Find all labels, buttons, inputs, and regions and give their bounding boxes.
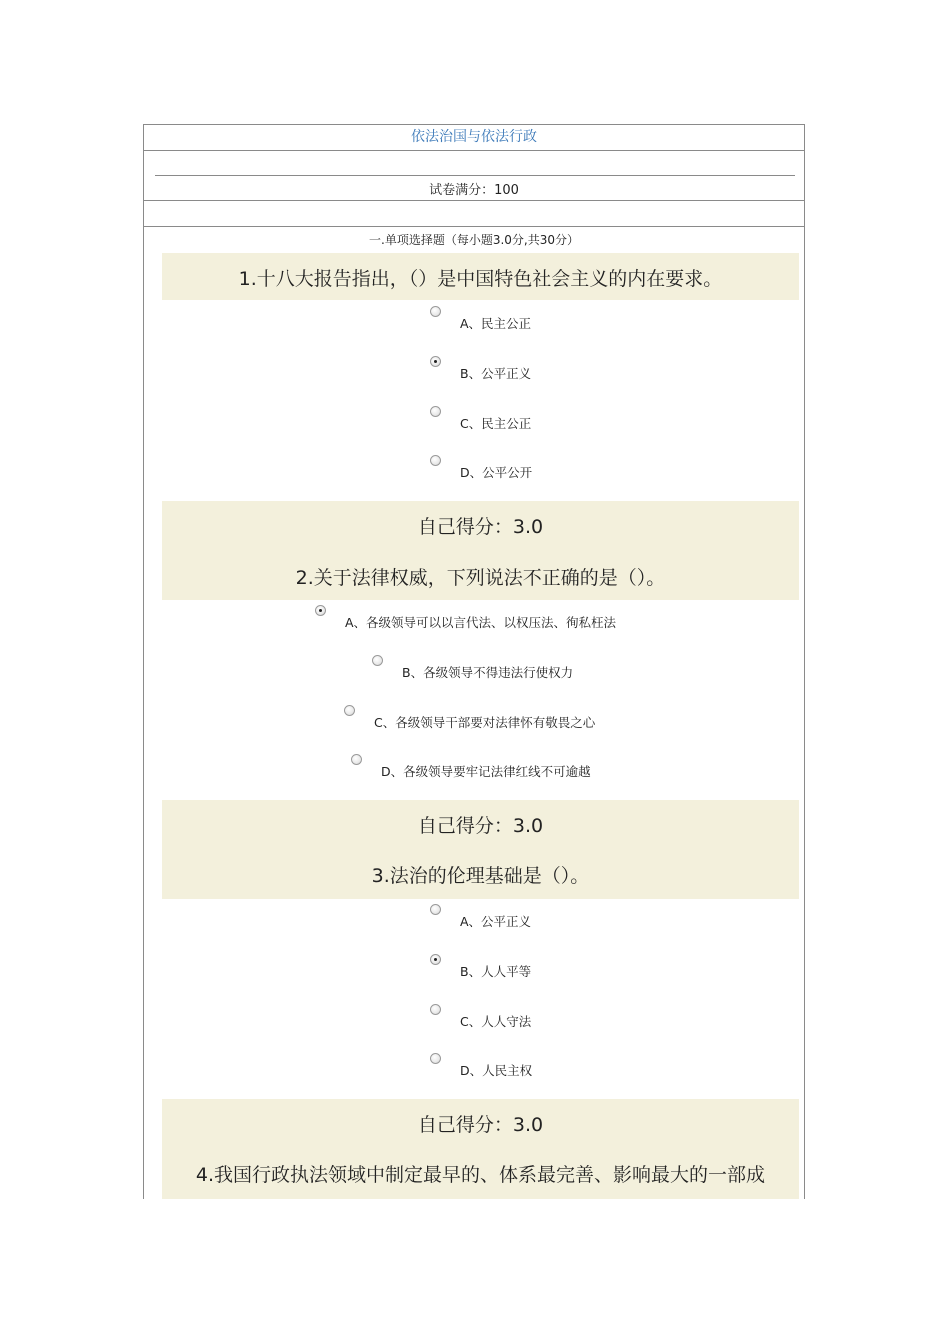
- option-b[interactable]: [430, 954, 630, 979]
- radio-button-selected[interactable]: [315, 605, 326, 616]
- question-text: 4.我国行政执法领域中制定最早的、体系最完善、影响最大的一部成: [195, 1164, 766, 1186]
- option-a[interactable]: [430, 306, 630, 331]
- radio-button[interactable]: [430, 406, 441, 417]
- option-label: C、各级领导干部要对法律怀有敬畏之心: [374, 715, 596, 730]
- question-text: 2.关于法律权威，下列说法不正确的是（）。: [295, 567, 666, 589]
- option-d[interactable]: [430, 1053, 630, 1078]
- option-label: B、各级领导不得违法行使权力: [402, 665, 574, 680]
- option-c[interactable]: [430, 406, 630, 431]
- radio-button[interactable]: [344, 705, 355, 716]
- divider: [143, 200, 805, 201]
- radio-button[interactable]: [351, 754, 362, 765]
- radio-button-selected[interactable]: [430, 954, 441, 965]
- radio-button[interactable]: [430, 455, 441, 466]
- option-b[interactable]: [372, 655, 672, 680]
- option-c[interactable]: [344, 705, 684, 730]
- option-d[interactable]: [430, 455, 630, 480]
- radio-button[interactable]: [430, 1053, 441, 1064]
- option-b[interactable]: [430, 356, 630, 381]
- option-d[interactable]: [351, 754, 691, 779]
- divider: [143, 150, 805, 151]
- option-label: D、公平公开: [460, 465, 533, 480]
- option-label: A、公平正义: [460, 914, 532, 929]
- option-label: D、人民主权: [460, 1063, 533, 1078]
- option-label: D、各级领导要牢记法律红线不可逾越: [381, 764, 591, 779]
- radio-button[interactable]: [430, 904, 441, 915]
- radio-button[interactable]: [430, 1004, 441, 1015]
- option-label: A、民主公正: [460, 316, 532, 331]
- score-text: 自己得分：3.0: [417, 1114, 544, 1136]
- option-a[interactable]: [315, 605, 715, 630]
- option-c[interactable]: [430, 1004, 630, 1029]
- section-heading: 一.单项选择题（每小题3.0分,共30分）: [369, 233, 579, 247]
- option-label: C、人人守法: [460, 1014, 532, 1029]
- option-label: B、人人平等: [460, 964, 532, 979]
- option-label: B、公平正义: [460, 366, 532, 381]
- score-text: 自己得分：3.0: [417, 516, 544, 538]
- divider: [143, 124, 805, 125]
- exam-title: 依法治国与依法行政: [411, 129, 537, 145]
- radio-button-selected[interactable]: [430, 356, 441, 367]
- option-label: A、各级领导可以以言代法、以权压法、徇私枉法: [345, 615, 617, 630]
- option-a[interactable]: [430, 904, 630, 929]
- question-text: 1.十八大报告指出，（）是中国特色社会主义的内在要求。: [238, 268, 723, 290]
- full-score: 试卷满分：100: [429, 183, 519, 198]
- divider: [155, 175, 795, 176]
- divider: [143, 226, 805, 227]
- question-text: 3.法治的伦理基础是（）。: [371, 865, 590, 887]
- score-text: 自己得分：3.0: [417, 815, 544, 837]
- radio-button[interactable]: [430, 306, 441, 317]
- radio-button[interactable]: [372, 655, 383, 666]
- option-label: C、民主公正: [460, 416, 532, 431]
